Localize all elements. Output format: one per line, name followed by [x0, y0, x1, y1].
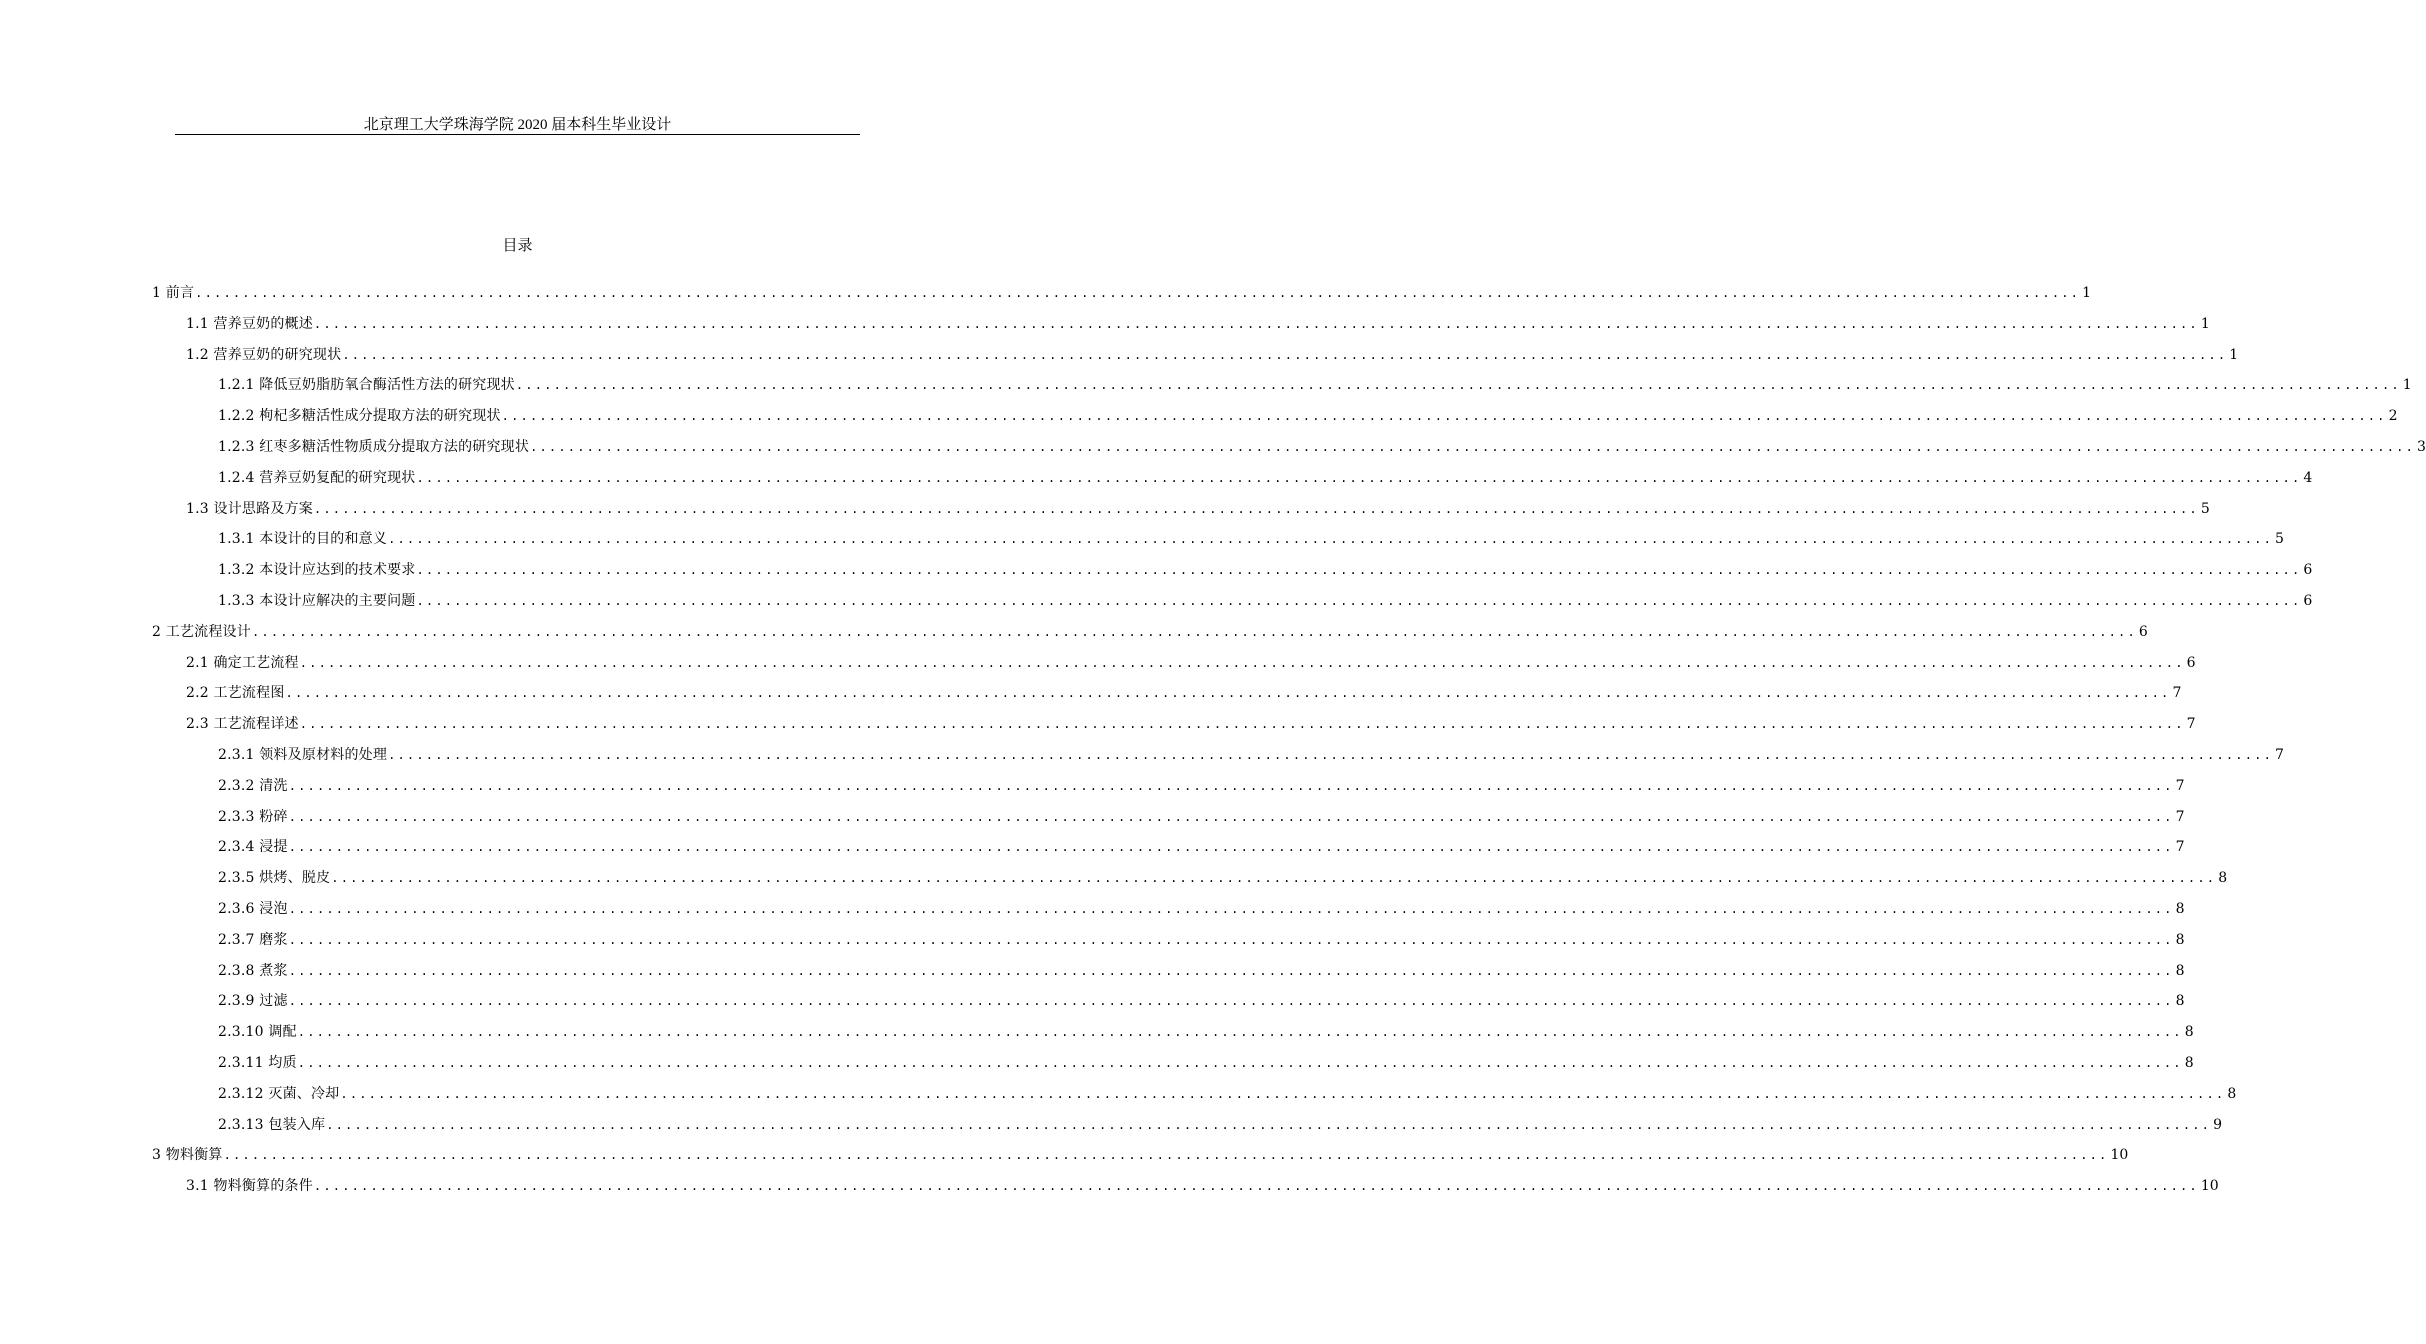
toc-entry[interactable]	[218, 466, 2313, 488]
toc-entry-page: 8	[2184, 1024, 2194, 1041]
toc-entry-label: 2 工艺流程设计	[152, 623, 251, 640]
toc-leader-dots: ........................................................................................................................................................................................................	[288, 840, 2174, 855]
header-rule	[175, 134, 860, 135]
toc-entry[interactable]	[218, 928, 2185, 950]
toc-leader-dots: ........................................................................................................................................................................................................	[388, 532, 2273, 547]
toc-leader-dots: ........................................................................................................................................................................................................	[251, 624, 2137, 639]
toc-entry-label: 2.3.11 均质	[218, 1055, 297, 1071]
toc-entry[interactable]	[152, 1143, 2129, 1165]
toc-leader-dots: ........................................................................................................................................................................................................	[288, 963, 2174, 978]
toc-entry[interactable]	[186, 651, 2196, 673]
toc-entry-page: 8	[2175, 901, 2185, 917]
toc-entry[interactable]	[218, 1020, 2194, 1042]
toc-entry-page: 7	[2175, 839, 2185, 856]
toc-leader-dots: ........................................................................................................................................................................................................	[313, 1179, 2199, 1194]
toc-entry-page: 7	[2175, 808, 2185, 825]
toc-entry-label: 2.3.3 粉碎	[218, 808, 288, 825]
toc-entry[interactable]	[218, 1082, 2237, 1104]
toc-leader-dots: ........................................................................................................................................................................................................	[288, 994, 2174, 1009]
toc-leader-dots: ........................................................................................................................................................................................................	[342, 347, 2228, 362]
toc-entry-label: 2.3 工艺流程详述	[186, 716, 299, 733]
toc-entry-label: 2.3.4 浸提	[218, 839, 288, 856]
toc-title: 目录	[502, 236, 533, 254]
toc-entry-page: 7	[2175, 777, 2185, 794]
toc-leader-dots: ........................................................................................................................................................................................................	[416, 470, 2302, 485]
toc-leader-dots: ........................................................................................................................................................................................................	[285, 686, 2171, 701]
toc-entry-label: 2.3.6 浸泡	[218, 901, 288, 917]
toc-entry-label: 2.1 确定工艺流程	[186, 654, 299, 671]
toc-entry-page: 8	[2175, 993, 2185, 1010]
toc-entry[interactable]	[218, 527, 2284, 549]
toc-leader-dots: ........................................................................................................................................................................................................	[288, 932, 2174, 947]
toc-entry-page: 3	[2417, 439, 2426, 455]
toc-leader-dots: ........................................................................................................................................................................................................	[313, 316, 2199, 331]
toc-entry[interactable]	[186, 712, 2196, 734]
toc-entry-page: 6	[2186, 654, 2196, 671]
toc-entry-page: 1	[2082, 285, 2092, 301]
toc-leader-dots: ........................................................................................................................................................................................................	[288, 778, 2174, 793]
toc-entry-label: 2.3.10 调配	[218, 1024, 297, 1041]
toc-entry-label: 2.3.7 磨浆	[218, 931, 288, 948]
toc-entry-page: 5	[2275, 531, 2284, 548]
toc-leader-dots: ........................................................................................................................................................................................................	[299, 655, 2185, 670]
toc-leader-dots: ........................................................................................................................................................................................................	[530, 440, 2415, 454]
toc-entry-label: 1.1 营养豆奶的概述	[186, 315, 313, 332]
toc-entry[interactable]	[186, 343, 2239, 365]
toc-entry-label: 1.3.2 本设计应达到的技术要求	[218, 562, 416, 579]
toc-entry[interactable]	[218, 1051, 2194, 1073]
toc-entry-page: 8	[2227, 1085, 2237, 1102]
toc-entry-label: 2.3.5 烘烤、脱皮	[218, 870, 331, 887]
toc-entry-label: 1.2 营养豆奶的研究现状	[186, 346, 342, 363]
toc-entry[interactable]	[186, 1174, 2219, 1196]
toc-leader-dots: ........................................................................................................................................................................................................	[515, 378, 2401, 393]
toc-leader-dots: ........................................................................................................................................................................................................	[340, 1086, 2226, 1101]
page-header: 北京理工大学珠海学院 2020 届本科生毕业设计	[363, 117, 672, 133]
toc-entry-page: 8	[2184, 1055, 2194, 1071]
toc-entry-label: 1.2.3 红枣多糖活性物质成分提取方法的研究现状	[218, 439, 530, 455]
toc-entry-label: 2.3.8 煮浆	[218, 962, 288, 979]
toc-entry-label: 2.2 工艺流程图	[186, 685, 285, 702]
toc-leader-dots: ........................................................................................................................................................................................................	[195, 286, 2081, 300]
toc-entry-page: 6	[2138, 623, 2148, 640]
toc-entry-label: 1.2.4 营养豆奶复配的研究现状	[218, 469, 416, 486]
toc-entry[interactable]	[218, 805, 2185, 827]
toc-entry-page: 8	[2175, 962, 2185, 979]
toc-entry-label: 2.3.12 灭菌、冷却	[218, 1085, 340, 1102]
toc-entry[interactable]	[218, 774, 2185, 796]
toc-leader-dots: ........................................................................................................................................................................................................	[299, 717, 2185, 732]
toc-entry[interactable]	[218, 989, 2185, 1011]
toc-entry-page: 7	[2275, 747, 2284, 763]
toc-entry-label: 1.2.2 枸杞多糖活性成分提取方法的研究现状	[218, 408, 501, 425]
toc-entry[interactable]	[186, 497, 2210, 519]
toc-entry-page: 1	[2229, 346, 2239, 363]
toc-entry-label: 3.1 物料衡算的条件	[186, 1178, 313, 1195]
toc-entry[interactable]	[218, 589, 2313, 611]
toc-entry-label: 3 物料衡算	[152, 1147, 223, 1164]
toc-leader-dots: ........................................................................................................................................................................................................	[388, 748, 2273, 762]
toc-entry[interactable]	[152, 281, 2092, 303]
toc-entry-label: 1.3.1 本设计的目的和意义	[218, 531, 388, 548]
toc-leader-dots: ........................................................................................................................................................................................................	[326, 1117, 2212, 1132]
toc-entry-page: 1	[2200, 315, 2210, 332]
toc-entry-page: 10	[2200, 1178, 2219, 1195]
toc-leader-dots: ........................................................................................................................................................................................................	[297, 1025, 2183, 1040]
toc-entry[interactable]	[152, 620, 2148, 642]
toc-leader-dots: ........................................................................................................................................................................................................	[288, 902, 2174, 916]
toc-entry-page: 7	[2172, 685, 2182, 702]
toc-entry[interactable]	[218, 404, 2398, 426]
toc-entry[interactable]	[218, 373, 2412, 395]
toc-entry-label: 2.3.13 包装入库	[218, 1116, 326, 1133]
toc-entry[interactable]	[218, 866, 2228, 888]
toc-entry-label: 1.2.1 降低豆奶脂肪氧合酶活性方法的研究现状	[218, 377, 515, 394]
toc-entry-page: 2	[2388, 408, 2398, 425]
toc-entry-page: 10	[2110, 1147, 2129, 1164]
toc-entry-label: 1 前言	[152, 285, 195, 301]
toc-entry-page: 4	[2303, 469, 2313, 486]
toc-leader-dots: ........................................................................................................................................................................................................	[297, 1056, 2183, 1070]
toc-entry[interactable]	[218, 1113, 2223, 1135]
toc-entry[interactable]	[218, 959, 2185, 981]
toc-leader-dots: ........................................................................................................................................................................................................	[313, 501, 2199, 516]
toc-entry-page: 5	[2200, 500, 2210, 517]
toc-leader-dots: ........................................................................................................................................................................................................	[416, 563, 2302, 578]
toc-entry[interactable]	[218, 835, 2185, 857]
toc-entry-page: 6	[2303, 562, 2313, 579]
toc-entry-label: 2.3.9 过滤	[218, 993, 288, 1010]
toc-leader-dots: ........................................................................................................................................................................................................	[223, 1148, 2109, 1163]
toc-leader-dots: ........................................................................................................................................................................................................	[331, 871, 2217, 886]
toc-entry-page: 6	[2303, 593, 2313, 609]
toc-entry[interactable]	[218, 897, 2185, 919]
toc-entry-page: 7	[2186, 716, 2196, 733]
toc-entry[interactable]	[186, 681, 2182, 703]
toc-leader-dots: ........................................................................................................................................................................................................	[501, 409, 2387, 424]
toc-entry-label: 1.3.3 本设计应解决的主要问题	[218, 593, 416, 609]
toc-leader-dots: ........................................................................................................................................................................................................	[416, 594, 2302, 608]
toc-entry-page: 8	[2175, 931, 2185, 948]
toc-entry-page: 9	[2213, 1116, 2223, 1133]
toc-entry-page: 8	[2218, 870, 2228, 887]
toc-entry[interactable]	[186, 312, 2210, 334]
toc-entry[interactable]	[218, 558, 2313, 580]
toc-entry-label: 1.3 设计思路及方案	[186, 500, 313, 517]
toc-entry[interactable]	[218, 435, 2426, 457]
toc-entry-page: 1	[2402, 377, 2412, 394]
toc-entry[interactable]	[218, 743, 2284, 765]
toc-leader-dots: ........................................................................................................................................................................................................	[288, 809, 2174, 824]
toc-entry-label: 2.3.1 领料及原材料的处理	[218, 747, 388, 763]
toc-entry-label: 2.3.2 清洗	[218, 777, 288, 794]
